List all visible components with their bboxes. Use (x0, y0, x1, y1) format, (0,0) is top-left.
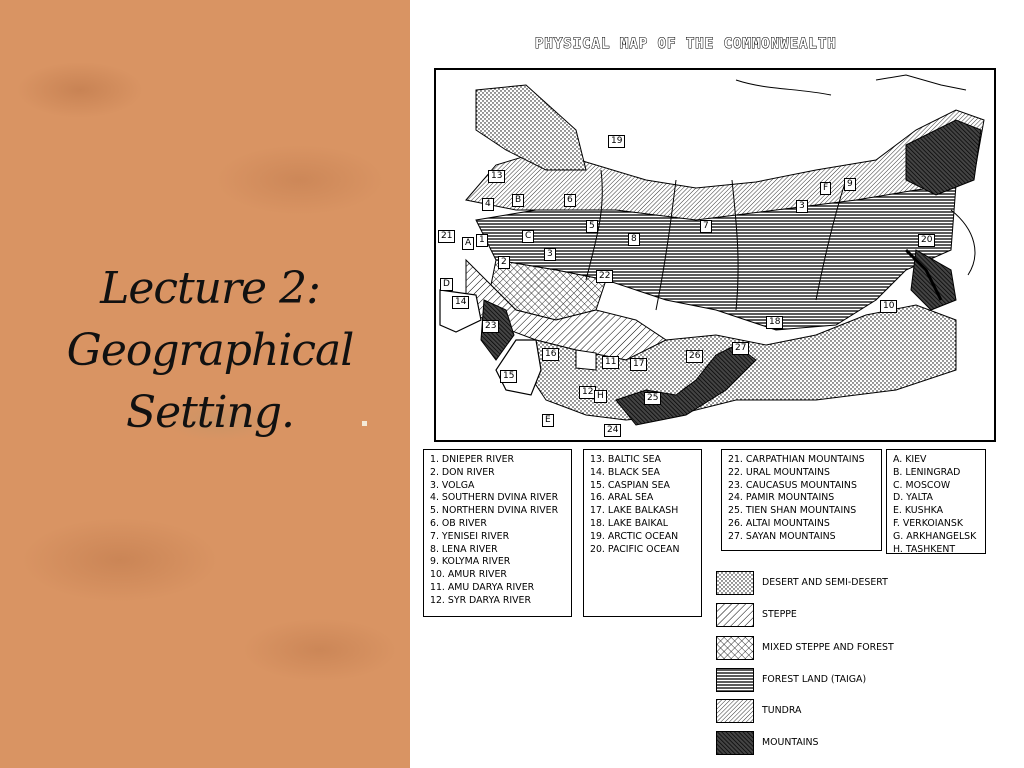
rivers-legend (423, 449, 572, 617)
mountain-item: 27. SAYAN MOUNTAINS (728, 530, 836, 542)
map-marker: 12 (579, 386, 596, 399)
mountain-item: 23. CAUCASUS MOUNTAINS (728, 479, 857, 491)
map-marker: 9 (844, 178, 856, 191)
mountain-item: 26. ALTAI MOUNTAINS (728, 517, 830, 529)
tundra-swatch (716, 699, 754, 723)
river-item: 6. OB RIVER (430, 517, 487, 529)
map-marker: 17 (630, 358, 647, 371)
river-item: 7. YENISEI RIVER (430, 530, 510, 542)
slide-dot (362, 421, 367, 426)
vegetation-label: TUNDRA (762, 705, 802, 716)
seas-legend (583, 449, 702, 617)
map-marker: H (594, 390, 607, 403)
sea-item: 15. CASPIAN SEA (590, 479, 670, 491)
sea-item: 17. LAKE BALKASH (590, 505, 679, 517)
river-item: 11. AMU DARYA RIVER (430, 581, 535, 593)
map-marker: 20 (918, 234, 935, 247)
map-marker: 8 (628, 233, 640, 246)
mountains-legend (721, 449, 882, 551)
vegetation-label: STEPPE (762, 609, 797, 620)
map-marker: 19 (608, 135, 625, 148)
sea-item: 14. BLACK SEA (590, 466, 660, 478)
river-item: 1. DNIEPER RIVER (430, 454, 515, 465)
river-item: 12. SYR DARYA RIVER (430, 594, 531, 606)
map-panel (410, 0, 1024, 768)
map-marker: F (820, 182, 831, 195)
river-item: 2. DON RIVER (430, 466, 495, 478)
slide-title-line-1: Lecture 2: (100, 263, 320, 314)
map-marker: 26 (686, 350, 703, 363)
forest-swatch (716, 668, 754, 692)
city-item: A. KIEV (893, 454, 927, 465)
city-item: E. KUSHKA (893, 505, 944, 517)
river-item: 10. AMUR RIVER (430, 569, 507, 581)
sea-item: 13. BALTIC SEA (590, 454, 661, 465)
slide-title (20, 258, 400, 444)
map-marker: 24 (604, 424, 621, 437)
map-marker: B (512, 194, 524, 207)
map-marker: 6 (564, 194, 576, 207)
sea-item: 20. PACIFIC OCEAN (590, 543, 680, 555)
map-marker: D (440, 278, 453, 291)
map-marker: 18 (766, 316, 783, 329)
map-marker: 16 (542, 348, 559, 361)
map-marker: A (462, 237, 474, 250)
vegetation-label: MIXED STEPPE AND FOREST (762, 642, 894, 653)
map-marker: 5 (586, 220, 598, 233)
city-item: H. TASHKENT (893, 543, 956, 555)
map-marker: 1 (476, 234, 488, 247)
city-item: D. YALTA (893, 492, 933, 504)
map-title: PHYSICAL MAP OF THE COMMONWEALTH (535, 36, 837, 52)
map-marker: 4 (482, 198, 494, 211)
river-item: 3. VOLGA (430, 479, 475, 491)
map-marker: 11 (602, 356, 619, 369)
slide-title-line-3: Setting. (125, 387, 295, 438)
sea-item: 16. ARAL SEA (590, 492, 654, 504)
city-item: F. VERKOIANSK (893, 517, 963, 529)
map-marker: E (542, 414, 554, 427)
vegetation-label: DESERT AND SEMI-DESERT (762, 577, 888, 588)
mountain-item: 21. CARPATHIAN MOUNTAINS (728, 454, 865, 465)
commonwealth-map (436, 70, 994, 440)
map-marker: 13 (488, 170, 505, 183)
river-item: 9. KOLYMA RIVER (430, 556, 511, 568)
sea-item: 19. ARCTIC OCEAN (590, 530, 679, 542)
mountains-swatch (716, 731, 754, 755)
map-marker: 7 (700, 220, 712, 233)
river-item: 4. SOUTHERN DVINA RIVER (430, 492, 559, 504)
slide-title-line-2: Geographical (66, 325, 354, 376)
mixed-steppe-forest-swatch (716, 636, 754, 660)
vegetation-label: MOUNTAINS (762, 737, 819, 748)
mountain-item: 22. URAL MOUNTAINS (728, 466, 830, 478)
map-marker: 10 (880, 300, 897, 313)
desert-swatch (716, 571, 754, 595)
map-marker: 15 (500, 370, 517, 383)
map-marker: 22 (596, 270, 613, 283)
map-marker: 23 (482, 320, 499, 333)
city-item: B. LENINGRAD (893, 466, 961, 478)
map-marker: 3 (544, 248, 556, 261)
map-marker: 25 (644, 392, 661, 405)
city-item: C. MOSCOW (893, 479, 951, 491)
steppe-swatch (716, 603, 754, 627)
map-frame (434, 68, 996, 442)
map-marker: 27 (732, 342, 749, 355)
map-marker: 2 (498, 256, 510, 269)
river-item: 8. LENA RIVER (430, 543, 498, 555)
map-marker: 21 (438, 230, 455, 243)
cities-legend (886, 449, 986, 554)
mountain-item: 24. PAMIR MOUNTAINS (728, 492, 835, 504)
mountain-item: 25. TIEN SHAN MOUNTAINS (728, 505, 857, 517)
vegetation-label: FOREST LAND (TAIGA) (762, 674, 867, 685)
sea-item: 18. LAKE BAIKAL (590, 517, 669, 529)
river-item: 5. NORTHERN DVINA RIVER (430, 505, 559, 517)
map-marker: 14 (452, 296, 469, 309)
city-item: G. ARKHANGELSK (893, 530, 977, 542)
map-marker: 3 (796, 200, 808, 213)
map-marker: C (522, 230, 534, 243)
